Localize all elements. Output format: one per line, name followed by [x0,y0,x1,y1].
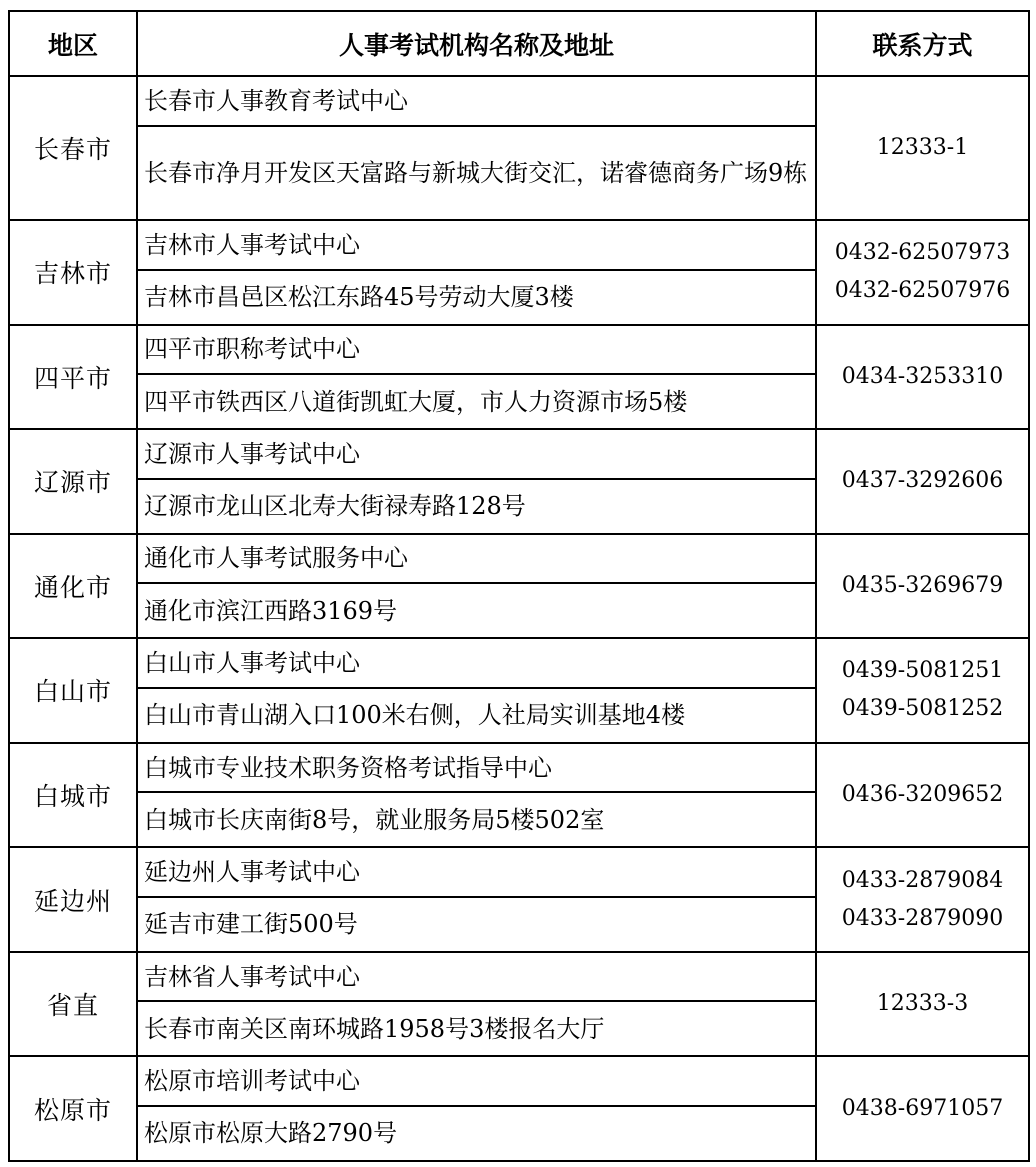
table-row [9,952,1029,1002]
contact-cell [816,847,1029,952]
phone-number: 0433-2879090 [841,905,1004,931]
header-row [9,11,1029,76]
contact-cell [816,534,1029,639]
table-row [9,76,1029,126]
institution-address-cell: 吉林市昌邑区松江东路45号劳动大厦3楼 [137,270,816,325]
institution-address-cell: 通化市滨江西路3169号 [137,583,816,638]
region-cell: 松原市 [9,1056,137,1161]
phone-number: 0432-62507976 [834,278,1011,304]
phone-number: 0437-3292606 [841,468,1004,494]
table-row [9,534,1029,584]
institution-name-cell: 长春市人事教育考试中心 [137,76,816,126]
phone-number: 0439-5081251 [841,658,1004,684]
phone-number: 12333-3 [876,991,969,1017]
phone-number: 12333-1 [876,135,969,161]
table-row [9,1056,1029,1106]
region-cell: 通化市 [9,534,137,639]
phone-number: 0438-6971057 [841,1095,1004,1121]
table-row [9,325,1029,375]
region-cell: 延边州 [9,847,137,952]
region-cell: 省直 [9,952,137,1057]
phone-number: 0432-62507973 [834,240,1011,266]
phone-number: 0433-2879084 [841,867,1004,893]
institution-address-cell: 白城市长庆南街8号，就业服务局5楼502室 [137,792,816,847]
institution-name-cell: 白城市专业技术职务资格考试指导中心 [137,743,816,793]
institution-address-cell: 长春市南关区南环城路1958号3楼报名大厅 [137,1001,816,1056]
phone-number: 0439-5081252 [841,696,1004,722]
phone-number: 0434-3253310 [841,363,1004,389]
contact-cell [816,220,1029,325]
table-row [9,847,1029,897]
institution-address-cell: 辽源市龙山区北寿大街禄寿路128号 [137,479,816,534]
region-cell: 白山市 [9,638,137,743]
header-contact: 联系方式 [816,11,1029,76]
contact-cell [816,743,1029,848]
phone-number: 0436-3209652 [841,781,1004,807]
institution-name-cell: 吉林省人事考试中心 [137,952,816,1002]
institution-address-cell: 松原市松原大路2790号 [137,1106,816,1161]
region-cell: 吉林市 [9,220,137,325]
region-cell: 辽源市 [9,429,137,534]
header-region: 地区 [9,11,137,76]
contact-cell [816,325,1029,430]
contact-cell [816,429,1029,534]
contact-cell [816,638,1029,743]
contact-cell [816,76,1029,220]
institution-address-cell: 四平市铁西区八道街凯虹大厦，市人力资源市场5楼 [137,374,816,429]
institution-name-cell: 延边州人事考试中心 [137,847,816,897]
institution-name-cell: 松原市培训考试中心 [137,1056,816,1106]
exam-institution-table [8,10,1030,1162]
table-row [9,638,1029,688]
institution-name-cell: 白山市人事考试中心 [137,638,816,688]
table-row [9,220,1029,270]
phone-number: 0435-3269679 [841,572,1004,598]
institution-address-cell: 长春市净月开发区天富路与新城大街交汇，诺睿德商务广场9栋 [137,126,816,220]
table-row [9,429,1029,479]
table-row [9,743,1029,793]
header-institution: 人事考试机构名称及地址 [137,11,816,76]
institution-address-cell: 白山市青山湖入口100米右侧，人社局实训基地4楼 [137,688,816,743]
institution-name-cell: 四平市职称考试中心 [137,325,816,375]
institution-name-cell: 辽源市人事考试中心 [137,429,816,479]
region-cell: 长春市 [9,76,137,220]
contact-cell [816,1056,1029,1161]
institution-name-cell: 通化市人事考试服务中心 [137,534,816,584]
region-cell: 四平市 [9,325,137,430]
region-cell: 白城市 [9,743,137,848]
institution-name-cell: 吉林市人事考试中心 [137,220,816,270]
contact-cell [816,952,1029,1057]
institution-address-cell: 延吉市建工街500号 [137,897,816,952]
